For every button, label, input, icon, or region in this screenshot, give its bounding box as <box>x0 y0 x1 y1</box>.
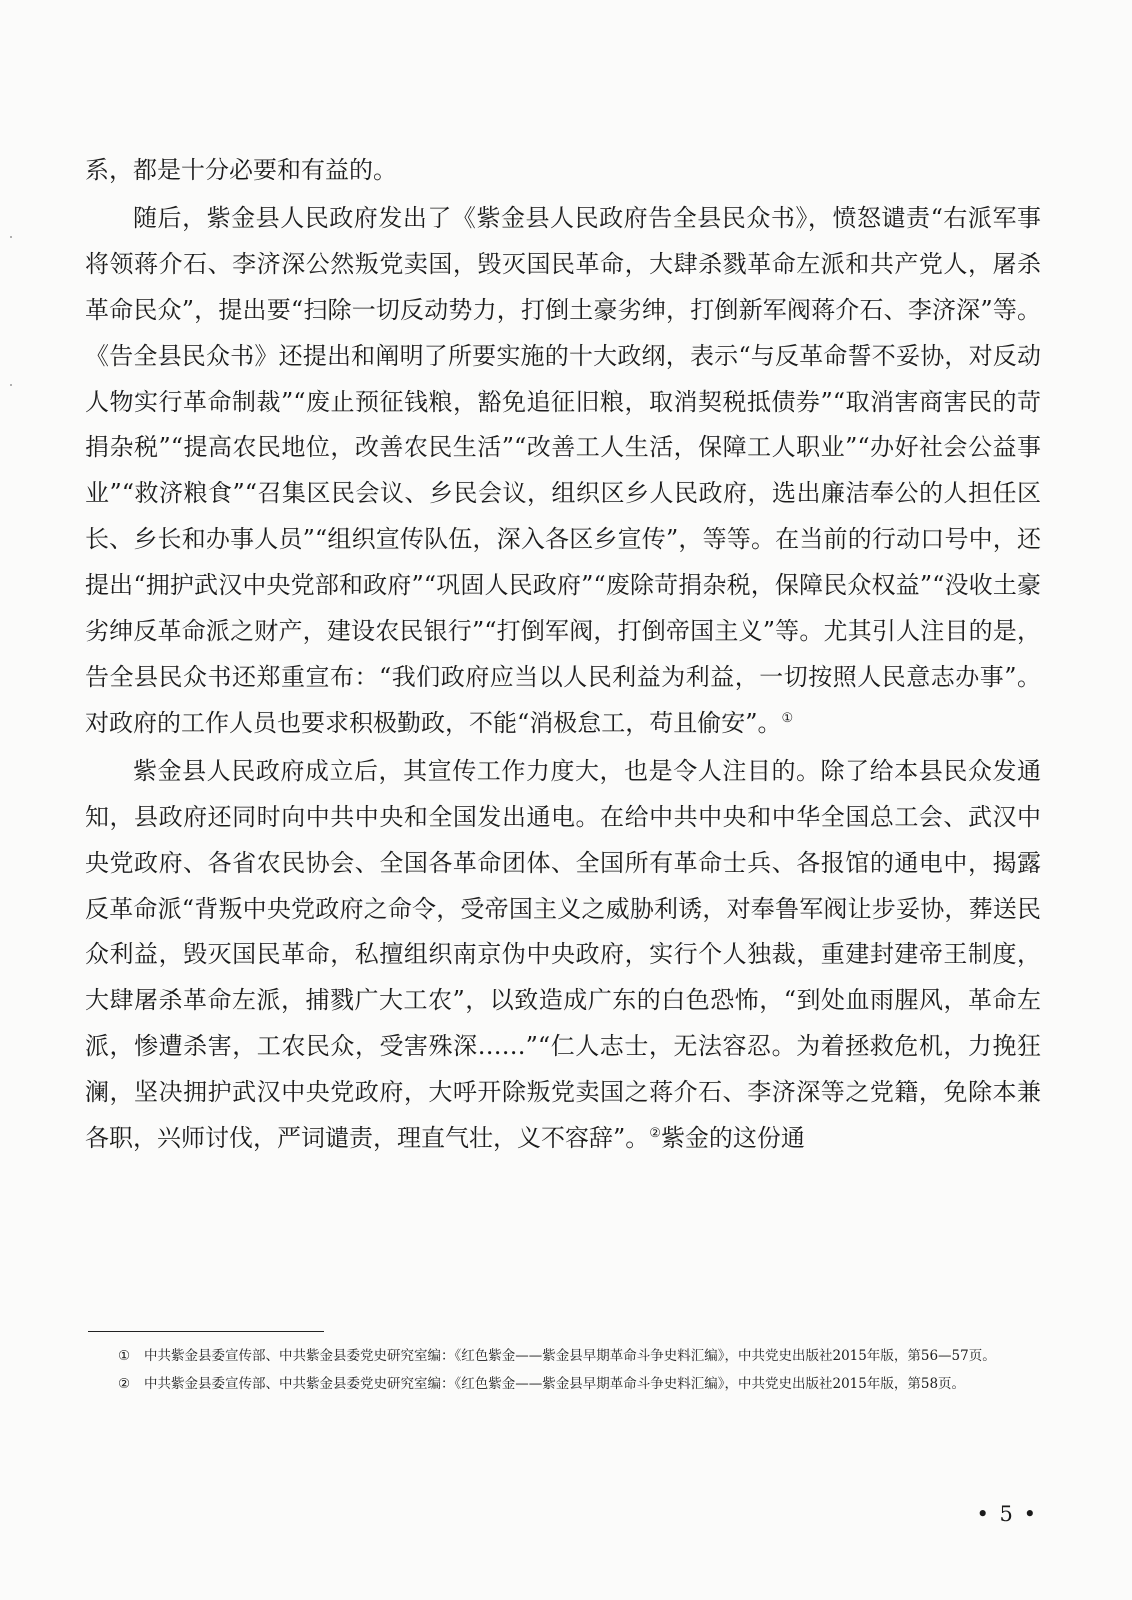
paragraph-proclamation-text: 随后，紫金县人民政府发出了《紫金县人民政府告全县民众书》，愤怒谴责“右派军事将领蒋介石、李济深公然叛党卖国，毁灭国民革命，大肆杀戮革命左派和共产党人，屠杀革命民众”，提出要“扫除一切反动势力，打倒土豪劣绅，打倒新军阀蒋介石、李济深”等。《告全县民众书》还提出和阐明了所要实施的十大政纲，表示“与反革命誓不妥协，对反动人物实行革命制裁”“废止预征钱粮，豁免追征旧粮，取消契税抵债券”“取消害商害民的苛捐杂税”“提高农民地位，改善农民生活”“改善工人生活，保障工人职业”“办好社会公益事业”“救济粮食”“召集区民会议、乡民会议，组织区乡人民政府，选出廉洁奉公的人担任区长、乡长和办事人员”“组织宣传队伍，深入各区乡宣传”，等等。在当前的行动口号中，还提出“拥护武汉中央党部和政府”“巩固人民政府”“废除苛捐杂税，保障民众权益”“没收土豪劣绅反革命派之财产，建设农民银行”“打倒军阀，打倒帝国主义”等。尤其引人注目的是，告全县民众书还郑重宣布：“我们政府应当以人民利益为利益，一切按照人民意志办事”。对政府的工作人员也要求积极勤政，不能“消极怠工，苟且偷安”。 <box>85 203 1041 737</box>
paragraph-propaganda-tail: 紫金的这份通 <box>660 1124 805 1153</box>
footnote-1 <box>88 1346 1040 1367</box>
footnote-2-marker: ② <box>118 1376 131 1392</box>
paragraph-proclamation <box>85 196 1041 747</box>
footnote-2-text: 中共紫金县委宣传部、中共紫金县委党史研究室编：《红色紫金——紫金县早期革命斗争史料汇编》，中共党史出版社2015年版，第58页。 <box>144 1376 966 1392</box>
footnote-divider <box>88 1331 324 1332</box>
footnote-ref-1: ① <box>781 710 794 726</box>
footnote-2 <box>88 1374 1040 1395</box>
footnote-1-text: 中共紫金县委宣传部、中共紫金县委党史研究室编：《红色紫金——紫金县早期革命斗争史料汇编》，中共党史出版社2015年版，第56—57页。 <box>144 1348 996 1364</box>
footnote-1-marker: ① <box>118 1348 131 1364</box>
footnote-ref-2: ② <box>649 1126 661 1142</box>
footnotes <box>88 1346 1040 1402</box>
paragraph-propaganda <box>85 749 1041 1162</box>
body-text <box>85 148 1041 1162</box>
scan-edge-mark <box>10 236 12 238</box>
page-number: • 5 • <box>976 1502 1038 1526</box>
scan-edge-mark <box>10 384 12 386</box>
paragraph-propaganda-text: 紫金县人民政府成立后，其宣传工作力度大，也是令人注目的。除了给本县民众发通知，县政府还同时向中共中央和全国发出通电。在给中共中央和中华全国总工会、武汉中央党政府、各省农民协会、全国各革命团体、全国所有革命士兵、各报馆的通电中，揭露反革命派“背叛中央党政府之命令，受帝国主义之威胁利诱，对奉鲁军阀让步妥协，葬送民众利益，毁灭国民革命，私擅组织南京伪中央政府，实行个人独裁，重建封建帝王制度，大肆屠杀革命左派，捕戮广大工农”，以致造成广东的白色恐怖，“到处血雨腥风，革命左派，惨遭杀害，工农民众，受害殊深……”“仁人志士，无法容忍。为着拯救危机，力挽狂澜，坚决拥护武汉中央党政府，大呼开除叛党卖国之蒋介石、李济深等之党籍，免除本兼各职，兴师讨伐，严词谴责，理直气壮，义不容辞”。 <box>85 756 1041 1153</box>
paragraph-continuation: 系，都是十分必要和有益的。 <box>85 156 397 184</box>
